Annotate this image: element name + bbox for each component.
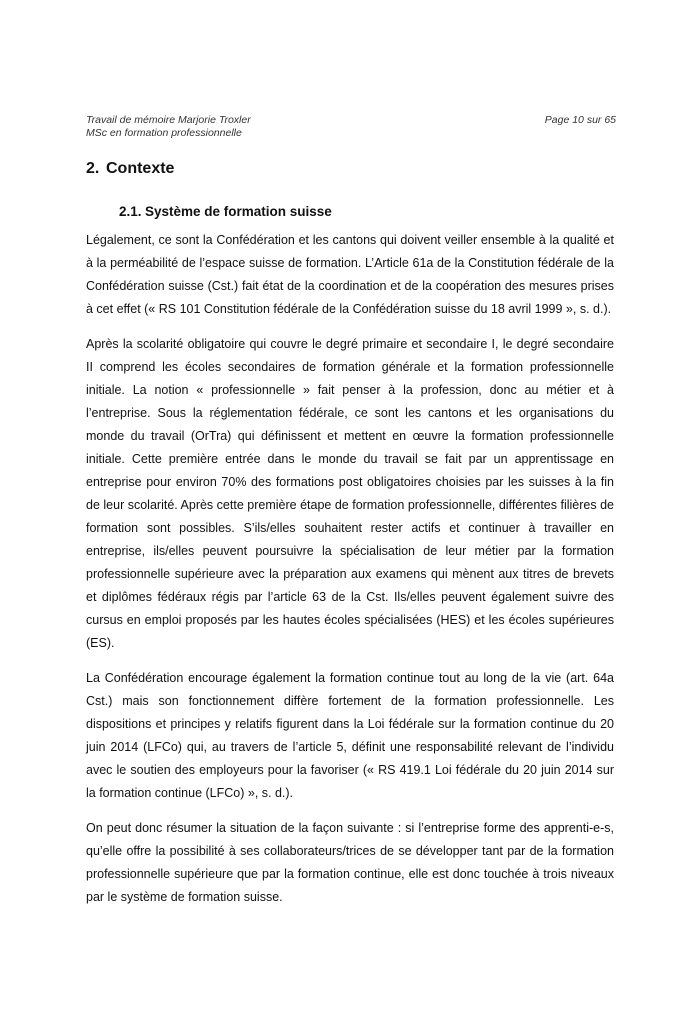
header-top-row bbox=[86, 114, 616, 127]
section-number: 2. bbox=[86, 160, 100, 177]
paragraph-summary: On peut donc résumer la situation de la façon suivante : si l’entreprise forme des apprenti-e-s, qu’elle offre la possibilité à ses collaborateurs/trices de se développer tant par de la formation professionnelle supérieure que par la formation continue, elle est donc touchée à trois niveaux par le système de formation suisse. bbox=[86, 821, 614, 904]
paragraph-vocational-training: Après la scolarité obligatoire qui couvre le degré primaire et secondaire I, le degré secondaire II comprend les écoles secondaires de formation générale et la formation professionnelle initiale. La notion « professionnelle » fait penser à la profession, donc au métier et à l’entreprise. Sous la réglementation fédérale, ce sont les cantons et les organisations du monde du travail (OrTra) qui définissent et mettent en œuvre la formation professionnelle initiale. Cette première entrée dans le monde du travail se fait par un apprentissage en entreprise pour environ 70% des formations post obligatoires choisies par les suisses à la fin de leur scolarité. Après cette première étape de formation professionnelle, différentes filières de formation sont possibles. S’ils/elles souhaitent rester actifs et continuer à travailler en entreprise, ils/elles peuvent poursuivre la spécialisation de leur métier par la formation professionnelle supérieure avec la préparation aux examens qui mènent aux titres de brevets et diplômes fédéraux régis par l’article 63 de la Cst. Ils/elles peuvent également suivre des cursus en emploi proposés par les hautes écoles spécialisées (HES) et les écoles supérieures (ES). bbox=[86, 337, 614, 650]
paragraph-continuing-education: La Confédération encourage également la formation continue tout au long de la vie (art. 64a Cst.) mais son fonctionnement diffère fortement de la formation professionnelle. Les dispositions et principes y relatifs figurent dans la Loi fédérale sur la formation continue du 20 juin 2014 (LFCo) qui, au travers de l’article 5, définit une responsabilité relevant de l’individu avec le soutien des employeurs pour la favoriser (« RS 419.1 Loi fédérale du 20 juin 2014 sur la formation continue (LFCo) », s. d.). bbox=[86, 671, 614, 800]
page-header bbox=[86, 114, 616, 140]
body-text bbox=[86, 229, 614, 921]
subsection-number: 2.1. bbox=[119, 204, 142, 219]
section-title: Contexte bbox=[106, 160, 175, 177]
subsection-heading bbox=[119, 204, 332, 219]
header-page-number: Page 10 sur 65 bbox=[544, 114, 616, 126]
section-heading bbox=[86, 160, 174, 178]
subsection-title: Système de formation suisse bbox=[145, 204, 332, 219]
header-program: MSc en formation professionnelle bbox=[86, 127, 242, 139]
paragraph-legal-framework: Légalement, ce sont la Confédération et les cantons qui doivent veiller ensemble à la qualité et à la perméabilité de l’espace suisse de formation. L’Article 61a de la Constitution fédérale de la Confédération suisse (Cst.) fait état de la coordination et de la coopération des mesures prises à cet effet (« RS 101 Constitution fédérale de la Confédération suisse du 18 avril 1999 », s. d.). bbox=[86, 233, 614, 316]
header-author: Travail de mémoire Marjorie Troxler bbox=[86, 114, 251, 126]
